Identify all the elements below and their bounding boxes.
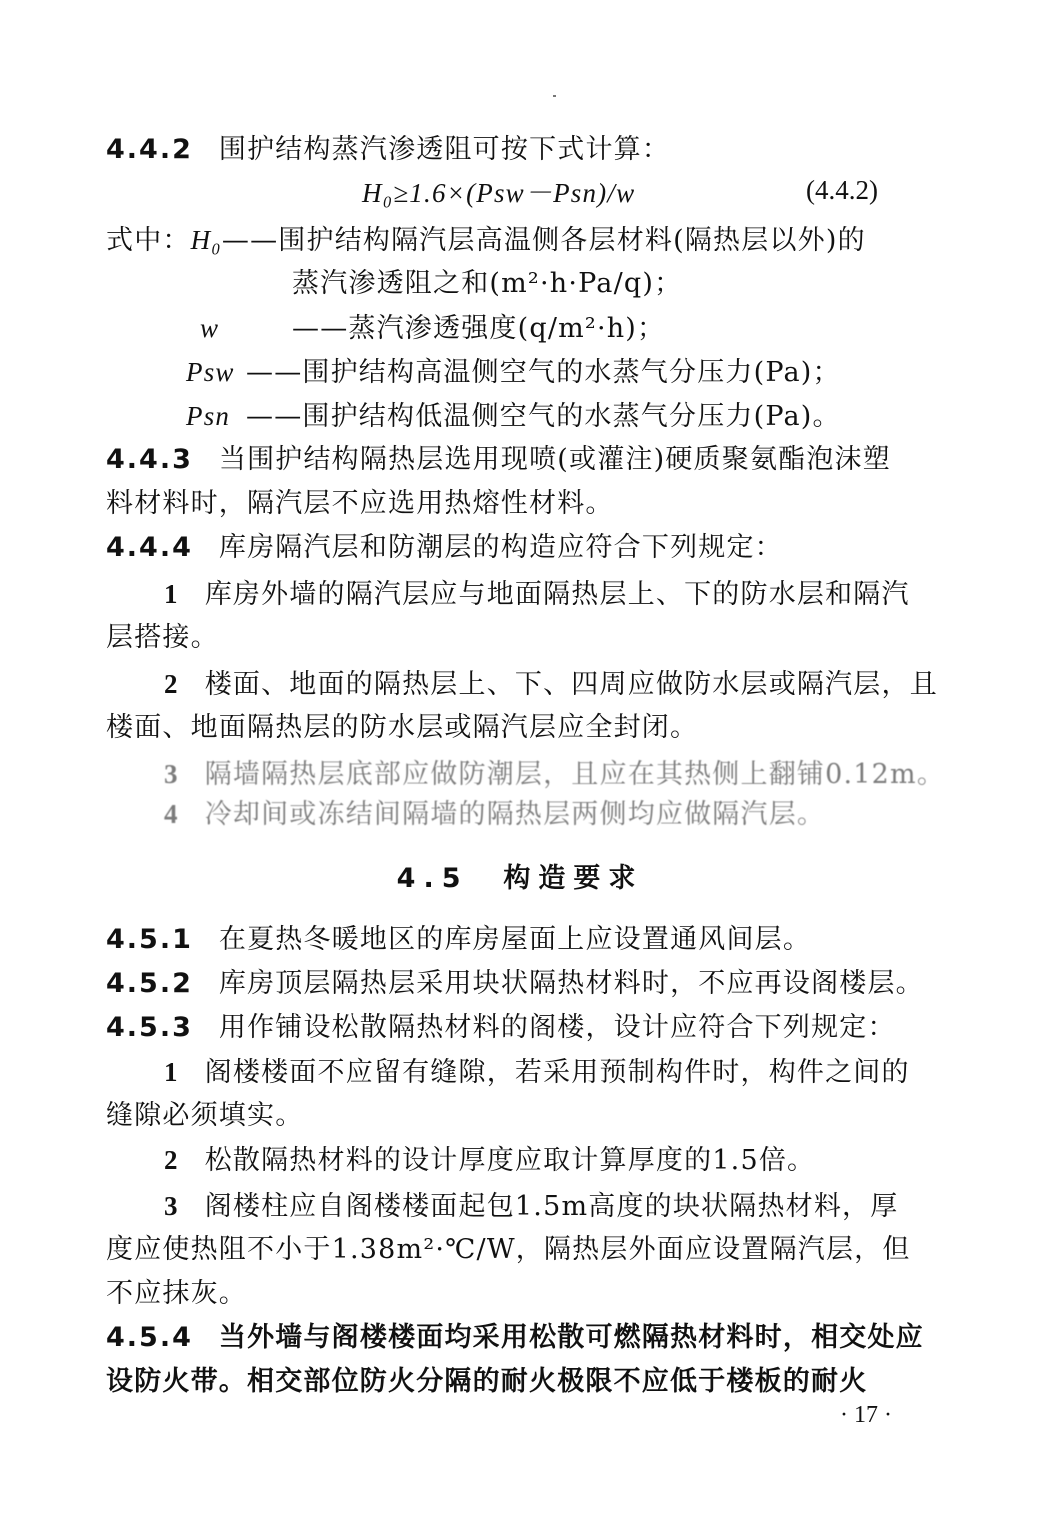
definition-symbol: Psn — [186, 401, 231, 431]
item-text: 阁楼柱应自阁楼楼面起包1.5m高度的块状隔热材料，厚 — [204, 1191, 899, 1222]
scan-speck — [553, 95, 556, 97]
list-item — [164, 576, 910, 613]
list-item — [164, 1142, 815, 1179]
item-text: 楼面、地面的隔热层上、下、四周应做防水层或隔汽层，且 — [204, 669, 938, 700]
formula-number: (4.4.2) — [806, 175, 878, 205]
item-text-continuation: 缝隙必须填实。 — [106, 1100, 304, 1131]
definition-symbol: Psw — [186, 357, 235, 387]
page-number: · 17 · — [840, 1402, 892, 1428]
item-number: 1 — [164, 1057, 179, 1087]
definition-symbol: w — [200, 313, 220, 343]
item-number: 3 — [164, 1191, 179, 1221]
definition-text: ——围护结构高温侧空气的水蒸气分压力(Pa)； — [246, 357, 841, 388]
item-text-continuation: 楼面、地面隔热层的防水层或隔汽层应全封闭。 — [106, 712, 699, 743]
section-heading — [0, 856, 1040, 895]
item-number: 4 — [164, 799, 179, 829]
clause-number: 4.4.4 — [106, 532, 193, 563]
definition-row — [106, 222, 866, 259]
definition-row — [200, 310, 665, 347]
clause-4-5-1 — [106, 922, 811, 958]
clause-4-4-4 — [106, 530, 783, 566]
list-item — [164, 1188, 898, 1225]
definition-text: ——蒸汽渗透强度(q/m²·h)； — [292, 313, 666, 344]
clause-number: 4.5.3 — [106, 1012, 193, 1043]
clause-number: 4.4.2 — [106, 134, 193, 165]
clause-number: 4.5.4 — [106, 1322, 193, 1353]
clause-number: 4.5.1 — [106, 924, 193, 955]
item-text: 松散隔热材料的设计厚度应取计算厚度的1.5倍。 — [204, 1145, 816, 1176]
item-text: 冷却间或冻结间隔墙的隔热层两侧均应做隔汽层。 — [204, 799, 826, 830]
definition-text: ——围护结构隔汽层高温侧各层材料(隔热层以外)的 — [221, 225, 866, 256]
list-item — [164, 796, 825, 833]
item-text: 阁楼楼面不应留有缝隙，若采用预制构件时，构件之间的 — [204, 1057, 910, 1088]
item-text-continuation: 度应使热阻不小于1.38m²·℃/W，隔热层外面应设置隔汽层，但 — [106, 1234, 911, 1265]
definition-row — [186, 354, 841, 391]
item-number: 2 — [164, 1145, 179, 1175]
definition-symbol: H₀ — [190, 225, 222, 255]
list-item — [164, 666, 938, 703]
definition-row — [186, 398, 841, 435]
section-title: 构造要求 — [503, 863, 644, 894]
clause-4-4-3 — [106, 442, 891, 478]
clause-text-continuation: 料材料时，隔汽层不应选用热熔性材料。 — [106, 488, 614, 519]
clause-text: 库房顶层隔热层采用块状隔热材料时，不应再设阁楼层。 — [218, 968, 924, 999]
clause-text-continuation: 设防火带。相交部位防火分隔的耐火极限不应低于楼板的耐火 — [106, 1366, 868, 1397]
clause-text: 当围护结构隔热层选用现喷(或灌注)硬质聚氨酯泡沫塑 — [218, 444, 891, 475]
item-text: 隔墙隔热层底部应做防潮层，且应在其热侧上翻铺0.12m。 — [204, 759, 946, 790]
formula: H₀≥1.6×(Psw－Psn)/w — [362, 178, 636, 208]
clause-text: 围护结构蒸汽渗透阻可按下式计算： — [218, 134, 671, 165]
clause-text: 当外墙与阁楼楼面均采用松散可燃隔热材料时，相交处应 — [218, 1322, 924, 1353]
list-item — [164, 756, 945, 793]
clause-4-5-3 — [106, 1010, 896, 1046]
clause-text: 库房隔汽层和防潮层的构造应符合下列规定： — [218, 532, 783, 563]
clause-text: 在夏热冬暖地区的库房屋面上应设置通风间层。 — [218, 924, 812, 955]
item-text-continuation: 不应抹灰。 — [106, 1278, 247, 1309]
definition-continuation: 蒸汽渗透阻之和(m²·h·Pa/q)； — [292, 268, 683, 299]
clause-4-5-4 — [106, 1320, 924, 1356]
clause-4-4-2 — [106, 132, 670, 168]
clause-4-5-2 — [106, 966, 924, 1002]
item-text: 库房外墙的隔汽层应与地面隔热层上、下的防水层和隔汽 — [204, 579, 910, 610]
item-number: 1 — [164, 579, 179, 609]
item-number: 3 — [164, 759, 179, 789]
item-text-continuation: 层搭接。 — [106, 622, 219, 653]
clause-number: 4.4.3 — [106, 444, 193, 475]
where-label: 式中： — [106, 225, 191, 256]
item-number: 2 — [164, 669, 179, 699]
definition-text: ——围护结构低温侧空气的水蒸气分压力(Pa)。 — [246, 401, 841, 432]
list-item — [164, 1054, 910, 1091]
section-number: 4.5 — [396, 863, 469, 894]
clause-number: 4.5.2 — [106, 968, 193, 999]
clause-text: 用作铺设松散隔热材料的阁楼，设计应符合下列规定： — [218, 1012, 896, 1043]
